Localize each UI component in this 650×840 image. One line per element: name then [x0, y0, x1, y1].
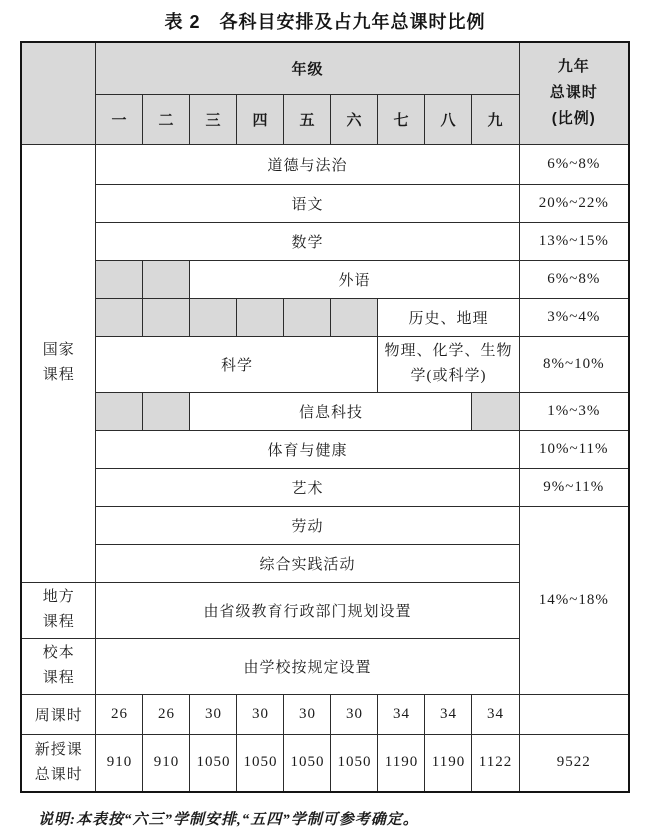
local-line1: 地方 [42, 589, 75, 605]
new-total-g1: 910 [96, 734, 143, 792]
ratio-arts: 9%~11% [519, 468, 629, 506]
school-line1: 校本 [42, 645, 75, 661]
grade-6: 六 [331, 94, 378, 144]
grade-7: 七 [378, 94, 425, 144]
disabled-cell [331, 298, 378, 336]
grade-8: 八 [425, 94, 472, 144]
ratio-math: 13%~15% [519, 222, 629, 260]
grade-3: 三 [190, 94, 237, 144]
national-line1: 国家 [42, 342, 75, 358]
grade-9: 九 [472, 94, 519, 144]
category-national-curriculum [21, 144, 96, 582]
subject-history-geography: 历史、地理 [378, 298, 519, 336]
new-total-line2: 总课时 [34, 766, 83, 783]
curriculum-table [20, 41, 630, 793]
subject-comprehensive-practice: 综合实践活动 [96, 544, 519, 582]
disabled-cell [143, 298, 190, 336]
ratio-information-technology: 1%~3% [519, 392, 629, 430]
subject-math: 数学 [96, 222, 519, 260]
disabled-cell [143, 260, 190, 298]
category-weekly-hours: 周课时 [21, 694, 96, 734]
weekly-hours-g7: 34 [378, 694, 425, 734]
new-total-g5: 1050 [284, 734, 331, 792]
grade-5: 五 [284, 94, 331, 144]
new-total-g7: 1190 [378, 734, 425, 792]
subject-pe-health: 体育与健康 [96, 430, 519, 468]
ratio-foreign-language: 6%~8% [519, 260, 629, 298]
weekly-hours-g3: 30 [190, 694, 237, 734]
category-school-curriculum [21, 638, 96, 694]
local-curriculum-note: 由省级教育行政部门规划设置 [96, 582, 519, 638]
local-line2: 课程 [42, 614, 75, 630]
weekly-hours-total-empty [519, 694, 629, 734]
weekly-hours-g8: 34 [425, 694, 472, 734]
subject-moral: 道德与法治 [96, 144, 519, 184]
ratio-pe-health: 10%~11% [519, 430, 629, 468]
ratio-moral: 6%~8% [519, 144, 629, 184]
ratio-chinese: 20%~22% [519, 184, 629, 222]
subject-science: 科学 [96, 336, 378, 392]
disabled-cell [96, 298, 143, 336]
grade-2: 二 [143, 94, 190, 144]
category-local-curriculum [21, 582, 96, 638]
new-total-g6: 1050 [331, 734, 378, 792]
school-curriculum-note: 由学校按规定设置 [96, 638, 519, 694]
subject-physics-chemistry-biology [378, 336, 519, 392]
disabled-cell [96, 392, 143, 430]
national-line2: 课程 [42, 367, 75, 383]
nine-year-line2: 总课时 [549, 84, 598, 102]
new-total-g4: 1050 [237, 734, 284, 792]
physics-line1: 物理、化学、生物 [384, 343, 513, 359]
weekly-hours-g6: 30 [331, 694, 378, 734]
weekly-hours-g9: 34 [472, 694, 519, 734]
nine-year-line1: 九年 [557, 58, 590, 76]
ratio-science: 8%~10% [519, 336, 629, 392]
new-total-g2: 910 [143, 734, 190, 792]
subject-information-technology: 信息科技 [190, 392, 472, 430]
school-line2: 课程 [42, 670, 75, 686]
footnote: 说明:本表按“六三”学制安排,“五四”学制可参考确定。 [38, 812, 419, 828]
ratio-history-geography: 3%~4% [519, 298, 629, 336]
grade-1: 一 [96, 94, 143, 144]
weekly-hours-g1: 26 [96, 694, 143, 734]
disabled-cell [190, 298, 237, 336]
nine-year-total-header [519, 42, 629, 144]
table-title: 表 2 各科目安排及占九年总课时比例 [164, 12, 486, 32]
weekly-hours-g4: 30 [237, 694, 284, 734]
physics-line2: 学(或科学) [410, 368, 487, 384]
disabled-cell [472, 392, 519, 430]
new-total-g9: 1122 [472, 734, 519, 792]
nine-year-line3: (比例) [551, 110, 596, 128]
grade-4: 四 [237, 94, 284, 144]
grade-header: 年级 [96, 42, 519, 94]
disabled-cell [96, 260, 143, 298]
new-total-line1: 新授课 [34, 741, 83, 758]
corner-blank-cell [21, 42, 96, 144]
new-total-g3: 1050 [190, 734, 237, 792]
disabled-cell [284, 298, 331, 336]
weekly-hours-g2: 26 [143, 694, 190, 734]
disabled-cell [237, 298, 284, 336]
new-total-g8: 1190 [425, 734, 472, 792]
ratio-merged: 14%~18% [519, 506, 629, 694]
subject-labor: 劳动 [96, 506, 519, 544]
subject-foreign-language: 外语 [190, 260, 519, 298]
subject-chinese: 语文 [96, 184, 519, 222]
new-total-nine-year: 9522 [519, 734, 629, 792]
subject-arts: 艺术 [96, 468, 519, 506]
category-new-lesson-total [21, 734, 96, 792]
weekly-hours-g5: 30 [284, 694, 331, 734]
disabled-cell [143, 392, 190, 430]
